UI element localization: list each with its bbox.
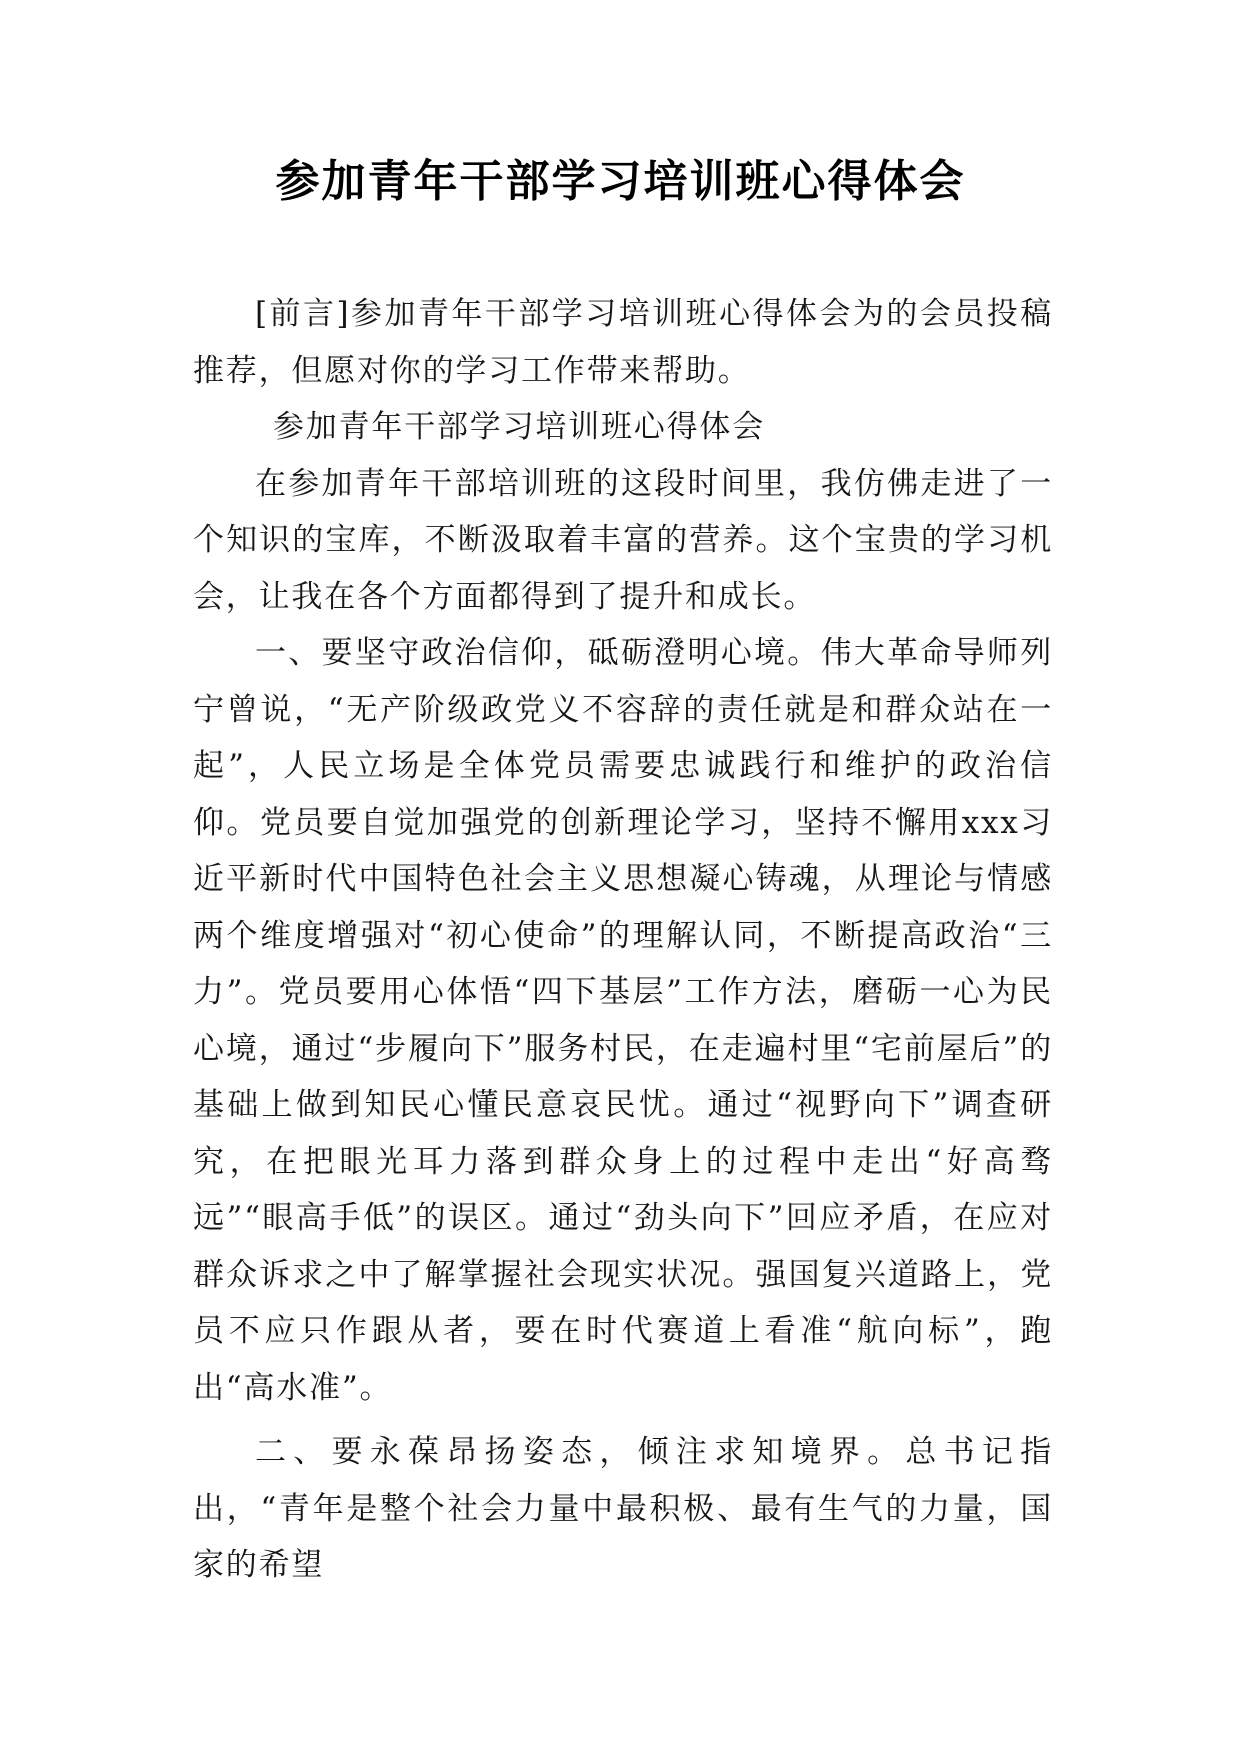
section-two-paragraph: 二、要永葆昂扬姿态，倾注求知境界。总书记指出，“青年是整个社会力量中最积极、最有生气的力量，国家的希望 [193,1434,1053,1583]
document-subtitle: 参加青年干部学习培训班心得体会 [273,409,765,445]
section-one-paragraph: 一、要坚守政治信仰，砥砺澄明心境。伟大革命导师列宁曾说，“无产阶级政党义不容辞的责任就是和群众站在一起”，人民立场是全体党员需要忠诚践行和维护的政治信仰。党员要自觉加强党的创新理论学习，坚持不懈用xxx习近平新时代中国特色社会主义思想凝心铸魂，从理论与情感两个维度增强对“初心使命”的理解认同，不断提高政治“三力”。党员要用心体悟“四下基层”工作方法，磨砺一心为民心境，通过“步履向下”服务村民，在走遍村里“宅前屋后”的基础上做到知民心懂民意哀民忧。通过“视野向下”调查研究，在把眼光耳力落到群众身上的过程中走出“好高骛远”“眼高手低”的误区。通过“劲头向下”回应矛盾，在应对群众诉求之中了解掌握社会现实状况。强国复兴道路上，党员不应只作跟从者，要在时代赛道上看准“航向标”，跑出“高水准”。 [193,635,1053,1406]
preface-paragraph: [前言]参加青年干部学习培训班心得体会为的会员投稿推荐，但愿对你的学习工作带来帮助。 [193,296,1053,389]
intro-paragraph: 在参加青年干部培训班的这段时间里，我仿佛走进了一个知识的宝库，不断汲取着丰富的营养。这个宝贵的学习机会，让我在各个方面都得到了提升和成长。 [193,465,1053,615]
document-body [193,286,1053,1594]
document-title: 参加青年干部学习培训班心得体会 [275,156,966,207]
